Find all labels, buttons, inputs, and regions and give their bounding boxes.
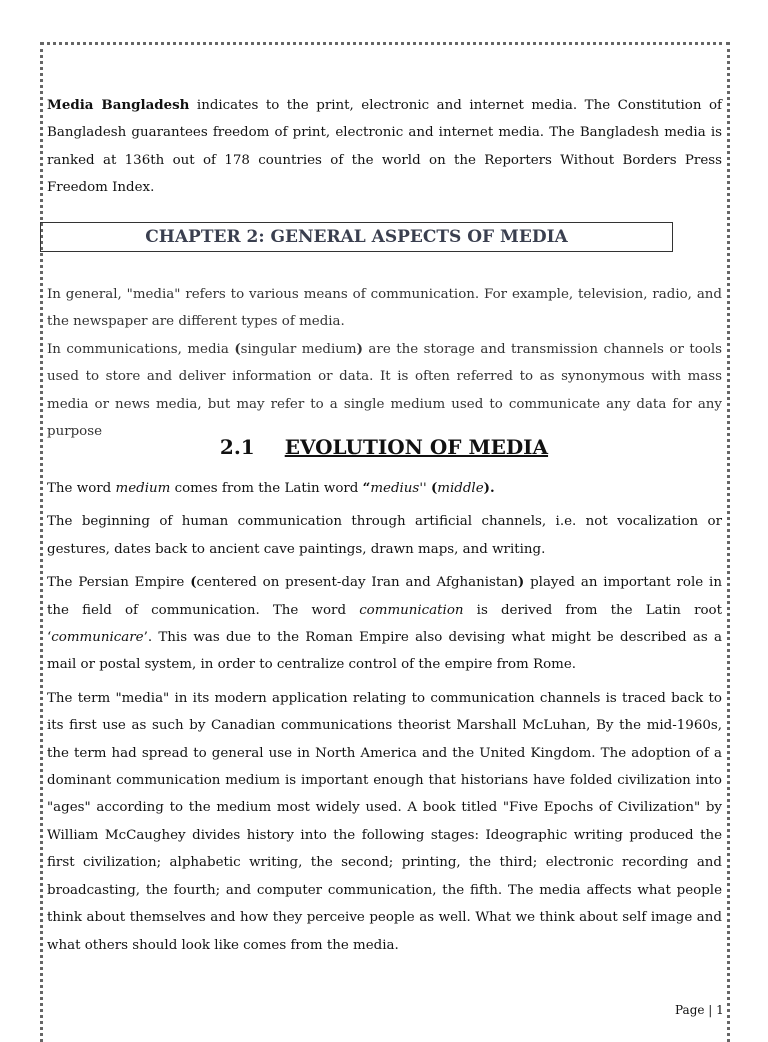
p2-mid: singular medium [240, 341, 357, 357]
general-paragraph-2 [47, 336, 722, 446]
section-title: EVOLUTION OF MEDIA [284, 435, 549, 459]
evolution-block [47, 475, 722, 959]
intro-bold-term: Media Bangladesh [47, 97, 190, 113]
p2-start: In communications, media [47, 341, 235, 357]
general-paragraph-1: In general, "media" refers to various means of communication. For example, television, radio, and the newspaper are different types of media. [47, 287, 722, 330]
evolution-paragraph-2: The beginning of human communication through artificial channels, i.e. not vocalization or gestures, dates back to ancient cave paintings, drawn maps, and writing. [47, 514, 722, 557]
e3-italic: communication [359, 602, 464, 618]
evolution-paragraph-4: The term "media" in its modern application relating to communication channels is traced back to its first use as such by Canadian communications theorist Marshall McLuhan, By the mid-1960s, the term had spread to general use in North America and the United Kingdom. The adoption of a dominant communication medium is important enough that historians have folded civilization into "ages" according to the medium most widely used. A book titled "Five Epochs of Civilization" by William McCaughey divides history into the following stages: Ideographic writing produced the first civilization; alphabetic writing, the second; printing, the third; electronic recording and broadcasting, the fourth; and computer communication, the fifth. The media affects what people think about themselves and how they perceive people as well. What we think about self image and what others should look like comes from the media. [47, 690, 722, 953]
e3-italic2: communicare [51, 630, 144, 646]
e1-paren-open: ( [430, 480, 438, 496]
evolution-paragraph-3 [47, 569, 722, 679]
evolution-paragraph-1 [47, 475, 722, 502]
p2-paren-open: ( [234, 340, 241, 357]
e1-a: The word [47, 481, 116, 496]
e3-a: The Persian Empire [47, 575, 191, 591]
e1-italic2: medius [370, 481, 420, 496]
section-heading [0, 433, 768, 461]
page-number: Page | 1 [675, 1003, 724, 1017]
e3-d: is derived from the Latin root ‘ [47, 602, 722, 646]
p2-end: are the storage and transmission channels or tools used to store and deliver information or data. It is often referred to as synonymous with mass media or news media, but may refer to a single medium used to communicate any data for any purpose [47, 341, 722, 440]
e3-paren-close: ) [517, 574, 525, 591]
intro-paragraph [47, 92, 722, 202]
intro-text: indicates to the print, electronic and internet media. The Constitution of Bangladesh guarantees freedom of print, electronic and internet media. The Bangladesh media is ranked at 136th out of 178 countries of the world on the Reporters Without Borders Press Freedom Index. [47, 98, 722, 196]
e3-e: ’. This was due to the Roman Empire also devising what might be described as a mail or postal system, in order to centralize control of the empire from Rome. [47, 630, 722, 673]
e3-c: played an important role in the field of communication. The word [47, 575, 722, 618]
general-block [47, 281, 722, 445]
e1-italic: medium [115, 481, 171, 496]
e3-paren-open: ( [190, 574, 197, 591]
e1-c: '' [419, 481, 431, 496]
p2-paren-close: ) [356, 340, 363, 357]
chapter-heading: CHAPTER 2: GENERAL ASPECTS OF MEDIA [40, 222, 673, 252]
e1-italic3: middle [437, 481, 484, 496]
section-number: 2.1 [219, 435, 255, 459]
e1-quote: “ [362, 480, 371, 496]
e1-paren-close: ). [483, 480, 495, 496]
e1-b: comes from the Latin word [170, 481, 363, 496]
e3-b: centered on present-day Iran and Afghanistan [196, 575, 518, 591]
intro-block [47, 92, 722, 202]
